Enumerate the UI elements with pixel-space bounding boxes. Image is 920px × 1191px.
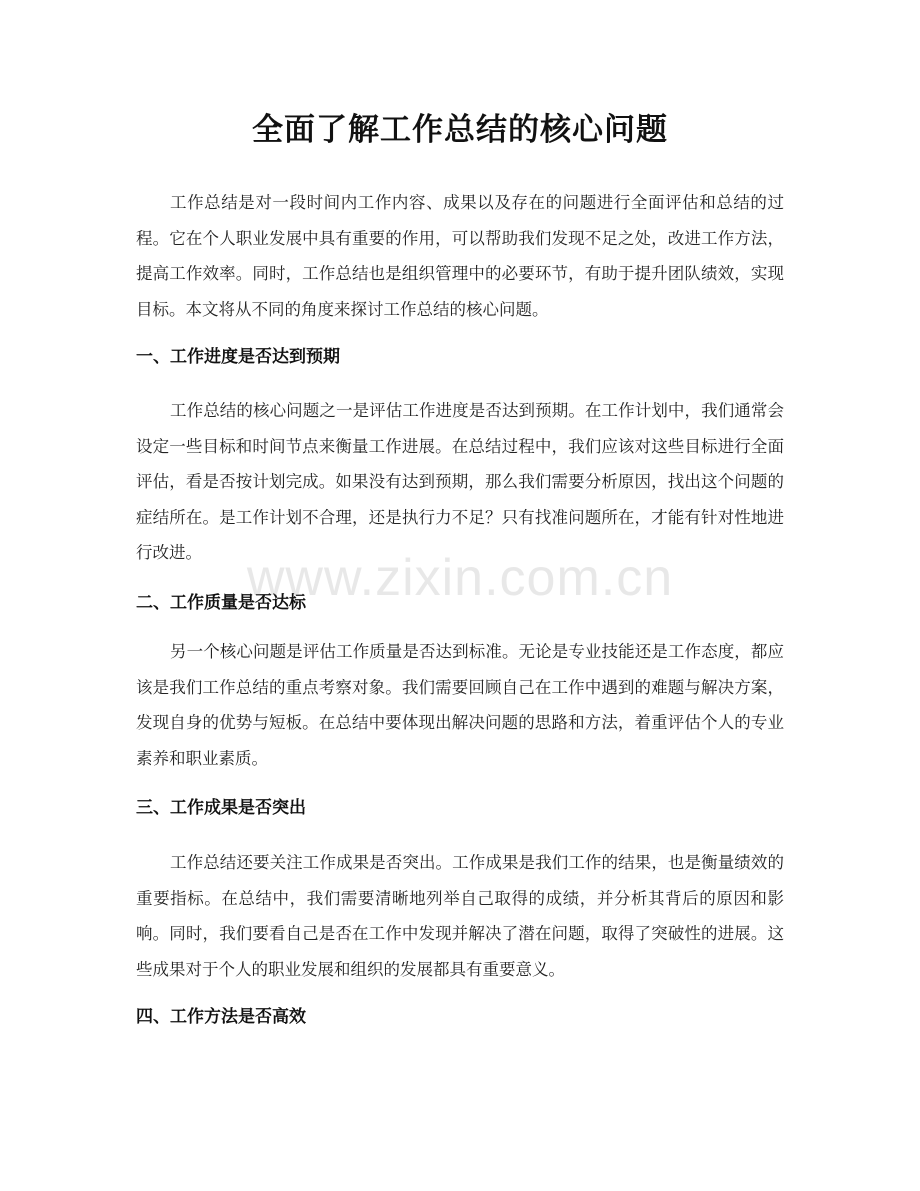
section-4-heading: 四、工作方法是否高效 <box>136 1007 306 1027</box>
section-2-heading: 二、工作质量是否达标 <box>136 593 306 613</box>
section-1-body: 工作总结的核心问题之一是评估工作进度是否达到预期。在工作计划中，我们通常会设定一些目标和时间节点来衡量工作进展。在总结过程中，我们应该对这些目标进行全面评估，看是否按计划完成。如果没有达到预期，那么我们需要分析原因，找出这个问题的症结所在。是工作计划不合理，还是执行力不足？只有找准问题所在，才能有针对性地进行改进。 <box>136 401 784 562</box>
section-2-body: 另一个核心问题是评估工作质量是否达到标准。无论是专业技能还是工作态度，都应该是我们工作总结的重点考察对象。我们需要回顾自己在工作中遇到的难题与解决方案，发现自身的优势与短板。在总结中要体现出解决问题的思路和方法，着重评估个人的专业素养和职业素质。 <box>136 642 784 768</box>
watermark: www.zixin.com.cn <box>246 549 674 607</box>
document-title: 全面了解工作总结的核心问题 <box>252 112 668 148</box>
section-1-heading: 一、工作进度是否达到预期 <box>136 347 340 367</box>
section-3-body: 工作总结还要关注工作成果是否突出。工作成果是我们工作的结果，也是衡量绩效的重要指标。在总结中，我们需要清晰地列举自己取得的成绩，并分析其背后的原因和影响。同时，我们要看自己是否在工作中发现并解决了潜在问题，取得了突破性的进展。这些成果对于个人的职业发展和组织的发展都具有重要意义。 <box>136 853 784 979</box>
intro-paragraph: 工作总结是对一段时间内工作内容、成果以及存在的问题进行全面评估和总结的过程。它在个人职业发展中具有重要的作用，可以帮助我们发现不足之处，改进工作方法，提高工作效率。同时，工作总结也是组织管理中的必要环节，有助于提升团队绩效，实现目标。本文将从不同的角度来探讨工作总结的核心问题。 <box>136 193 784 319</box>
section-3-heading: 三、工作成果是否突出 <box>136 798 306 818</box>
